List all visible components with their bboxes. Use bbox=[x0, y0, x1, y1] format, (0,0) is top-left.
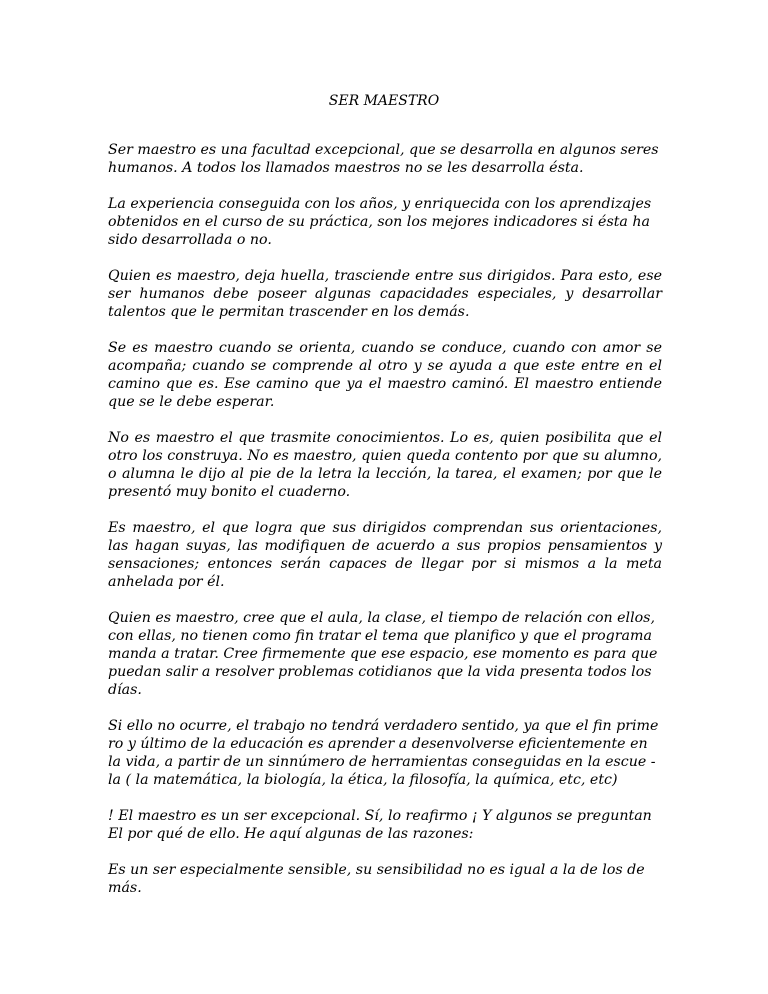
paragraph bbox=[108, 861, 662, 897]
paragraph bbox=[108, 717, 662, 789]
paragraph-line: ro y último de la educación es aprender a desenvolverse eficientemente en bbox=[108, 736, 648, 752]
paragraph-line: la vida, a partir de un sinnúmero de herramientas conseguidas en la escue - bbox=[108, 754, 656, 770]
paragraph-line: manda a tratar. Cree firmemente que ese espacio, ese momento es para que bbox=[108, 646, 658, 662]
paragraph-line: sensaciones; entonces serán capaces de llegar por si mismos a la meta bbox=[108, 556, 662, 572]
paragraph bbox=[108, 519, 662, 591]
paragraph bbox=[108, 141, 662, 177]
page-title: SER MAESTRO bbox=[328, 93, 440, 109]
paragraph-line: obtenidos en el curso de su práctica, son los mejores indicadores si ésta ha bbox=[108, 214, 650, 230]
paragraph bbox=[108, 339, 662, 411]
paragraph-line: presentó muy bonito el cuaderno. bbox=[108, 484, 351, 500]
paragraph bbox=[108, 807, 662, 843]
paragraph-line: talentos que le permitan trascender en los demás. bbox=[108, 304, 470, 320]
paragraph-line: acompaña; cuando se comprende al otro y se ayuda a que este entre en el bbox=[108, 358, 662, 374]
paragraph-line: otro los construya. No es maestro, quien queda contento por que su alumno, bbox=[108, 448, 662, 464]
paragraph-line: camino que es. Ese camino que ya el maestro caminó. El maestro entiende bbox=[108, 376, 662, 392]
paragraph-line: puedan salir a resolver problemas cotidianos que la vida presenta todos los bbox=[108, 664, 652, 680]
paragraph-line: ser humanos debe poseer algunas capacidades especiales, y desarrollar bbox=[108, 286, 662, 302]
paragraph-line: Si ello no ocurre, el trabajo no tendrá verdadero sentido, ya que el fin prime bbox=[108, 718, 659, 734]
paragraph-line: Quien es maestro, deja huella, trasciende entre sus dirigidos. Para esto, ese bbox=[108, 268, 662, 284]
paragraph-line: No es maestro el que trasmite conocimientos. Lo es, quien posibilita que el bbox=[108, 430, 662, 446]
paragraph-line: la ( la matemática, la biología, la ética, la filosofía, la química, etc, etc) bbox=[108, 772, 618, 788]
paragraph-line: con ellas, no tienen como fin tratar el tema que planifico y que el programa bbox=[108, 628, 652, 644]
paragraph-line: días. bbox=[108, 682, 142, 698]
paragraph-line: Es maestro, el que logra que sus dirigidos comprendan sus orientaciones, bbox=[108, 520, 662, 536]
document-body bbox=[108, 141, 662, 915]
paragraph-line: Se es maestro cuando se orienta, cuando se conduce, cuando con amor se bbox=[108, 340, 662, 356]
paragraph-line: más. bbox=[108, 880, 142, 896]
paragraph bbox=[108, 267, 662, 321]
paragraph-line: ! El maestro es un ser excepcional. Sí, lo reafirmo ¡ Y algunos se preguntan bbox=[108, 808, 652, 824]
paragraph-line: Quien es maestro, cree que el aula, la clase, el tiempo de relación con ellos, bbox=[108, 610, 655, 626]
paragraph-line: Ser maestro es una facultad excepcional, que se desarrolla en algunos seres bbox=[108, 142, 659, 158]
paragraph bbox=[108, 609, 662, 699]
paragraph-line: las hagan suyas, las modifiquen de acuerdo a sus propios pensamientos y bbox=[108, 538, 662, 554]
paragraph-line: La experiencia conseguida con los años, y enriquecida con los aprendizajes bbox=[108, 196, 652, 212]
paragraph-line: que se le debe esperar. bbox=[108, 394, 275, 410]
paragraph-line: Es un ser especialmente sensible, su sensibilidad no es igual a la de los de bbox=[108, 862, 645, 878]
paragraph-line: humanos. A todos los llamados maestros no se les desarrolla ésta. bbox=[108, 160, 584, 176]
paragraph bbox=[108, 195, 662, 249]
paragraph-line: o alumna le dijo al pie de la letra la lección, la tarea, el examen; por que le bbox=[108, 466, 662, 482]
paragraph-line: anhelada por él. bbox=[108, 574, 225, 590]
paragraph-line: sido desarrollada o no. bbox=[108, 232, 272, 248]
paragraph-line: El por qué de ello. He aquí algunas de las razones: bbox=[108, 826, 474, 842]
paragraph bbox=[108, 429, 662, 501]
